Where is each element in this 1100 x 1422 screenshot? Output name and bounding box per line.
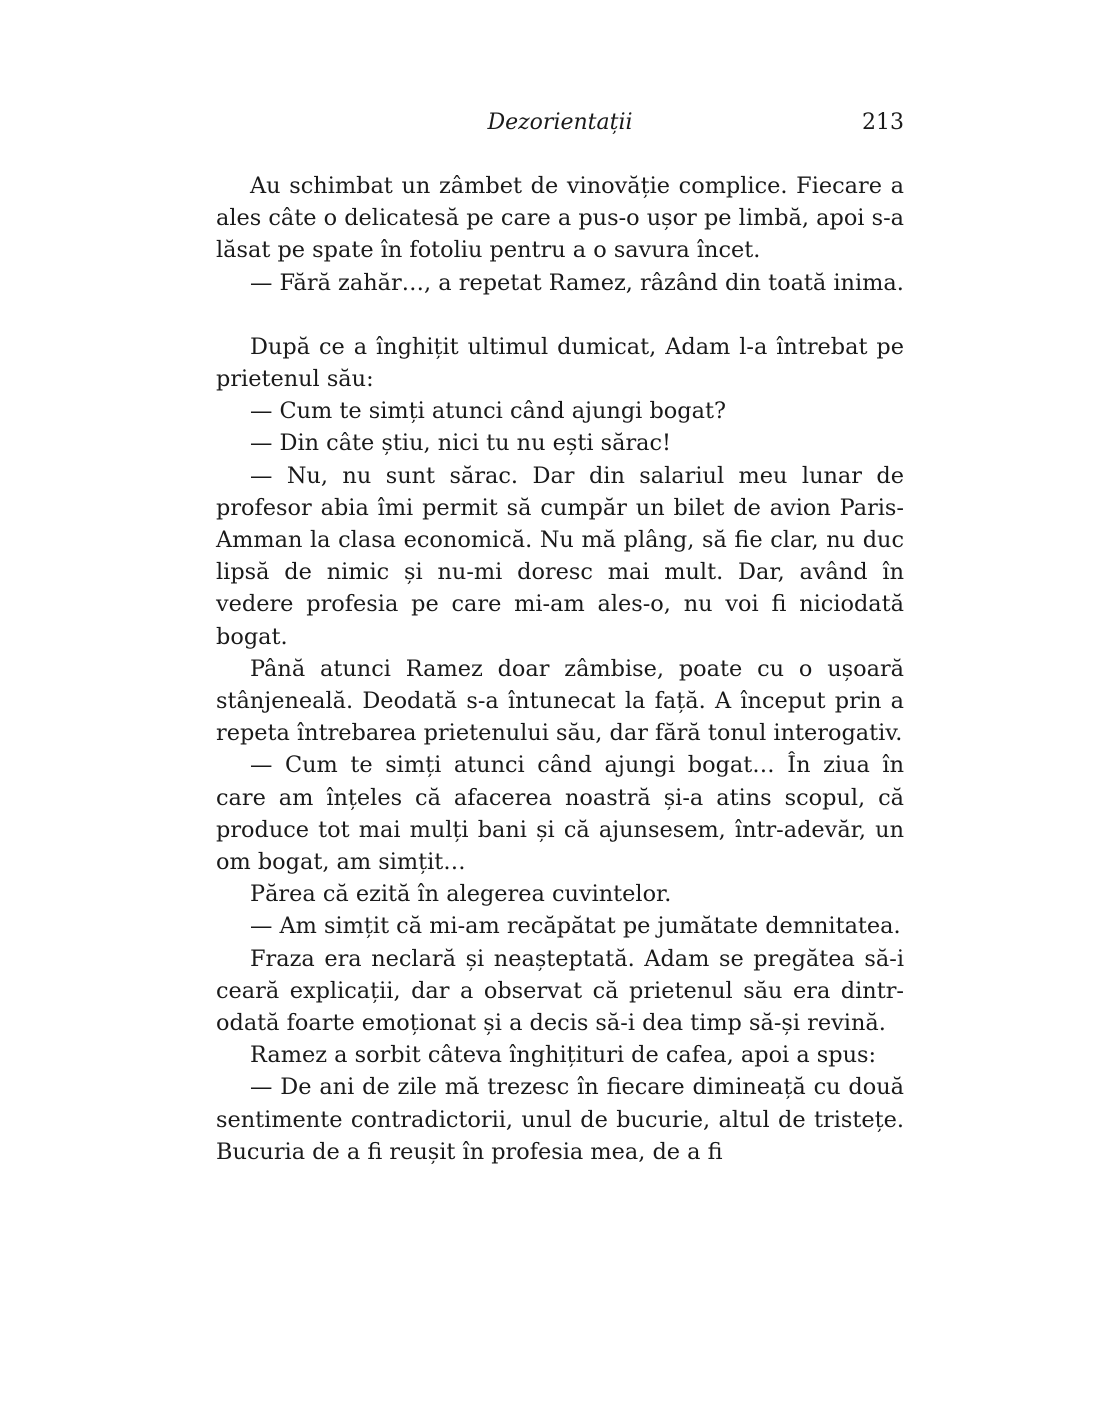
running-title: Dezorientații <box>487 110 633 135</box>
running-head <box>216 110 904 146</box>
body-text <box>216 170 904 1168</box>
paragraph: — Din câte știu, nici tu nu ești sărac! <box>250 430 672 457</box>
paragraph: — Fără zahăr…, a repetat Ramez, râzând din toată inima. <box>250 269 904 296</box>
paragraph: Au schimbat un zâmbet de vinovăție complice. Fiecare a ales câte o delicatesă pe care a pus-o ușor pe limbă, apoi s-a lăsat pe spate în fotoliu pentru a o savura încet. <box>216 173 904 264</box>
paragraph: — Am simțit că mi-am recăpătat pe jumătate demnitatea. <box>250 913 901 940</box>
paragraph: Părea că ezită în alegerea cuvintelor. <box>250 881 672 908</box>
paragraph: Fraza era neclară și neașteptată. Adam se pregătea să-i ceară explicații, dar a observat că prietenul său era dintr-odată foarte emoționat și a decis să-i dea timp să-și revină. <box>216 945 904 1037</box>
book-page <box>216 110 904 1168</box>
paragraph: — Nu, nu sunt sărac. Dar din salariul meu lunar de profesor abia îmi permit să cumpăr un bilet de avion Paris-Amman la clasa economică. Nu mă plâng, să fie clar, nu duc lipsă de nimic și nu-mi doresc mai mult. Dar, având în vedere profesia pe care mi-am ales-o, nu voi fi niciodată bogat. <box>216 462 904 650</box>
paragraph: — Cum te simți atunci când ajungi bogat? <box>250 398 726 425</box>
paragraph: Ramez a sorbit câteva înghițituri de cafea, apoi a spus: <box>250 1042 877 1069</box>
paragraph: — Cum te simți atunci când ajungi bogat… În ziua în care am înțeles că afacerea noastră și-a atins scopul, că produce tot mai mulți bani și că ajunsesem, într-adevăr, un om bogat, am simțit… <box>216 752 904 876</box>
section-break <box>216 299 904 331</box>
page-number: 213 <box>862 110 904 135</box>
paragraph: După ce a înghițit ultimul dumicat, Adam l-a întrebat pe prietenul său: <box>216 333 904 393</box>
paragraph: Până atunci Ramez doar zâmbise, poate cu o ușoară stânjeneală. Deodată s-a întunecat la față. A început prin a repeta întrebarea prietenului său, dar fără tonul interogativ. <box>216 655 904 747</box>
paragraph: — De ani de zile mă trezesc în fiecare dimineață cu două sentimente contradictorii, unul de bucurie, altul de tristețe. Bucuria de a fi reușit în profesia mea, de a fi <box>216 1074 904 1165</box>
